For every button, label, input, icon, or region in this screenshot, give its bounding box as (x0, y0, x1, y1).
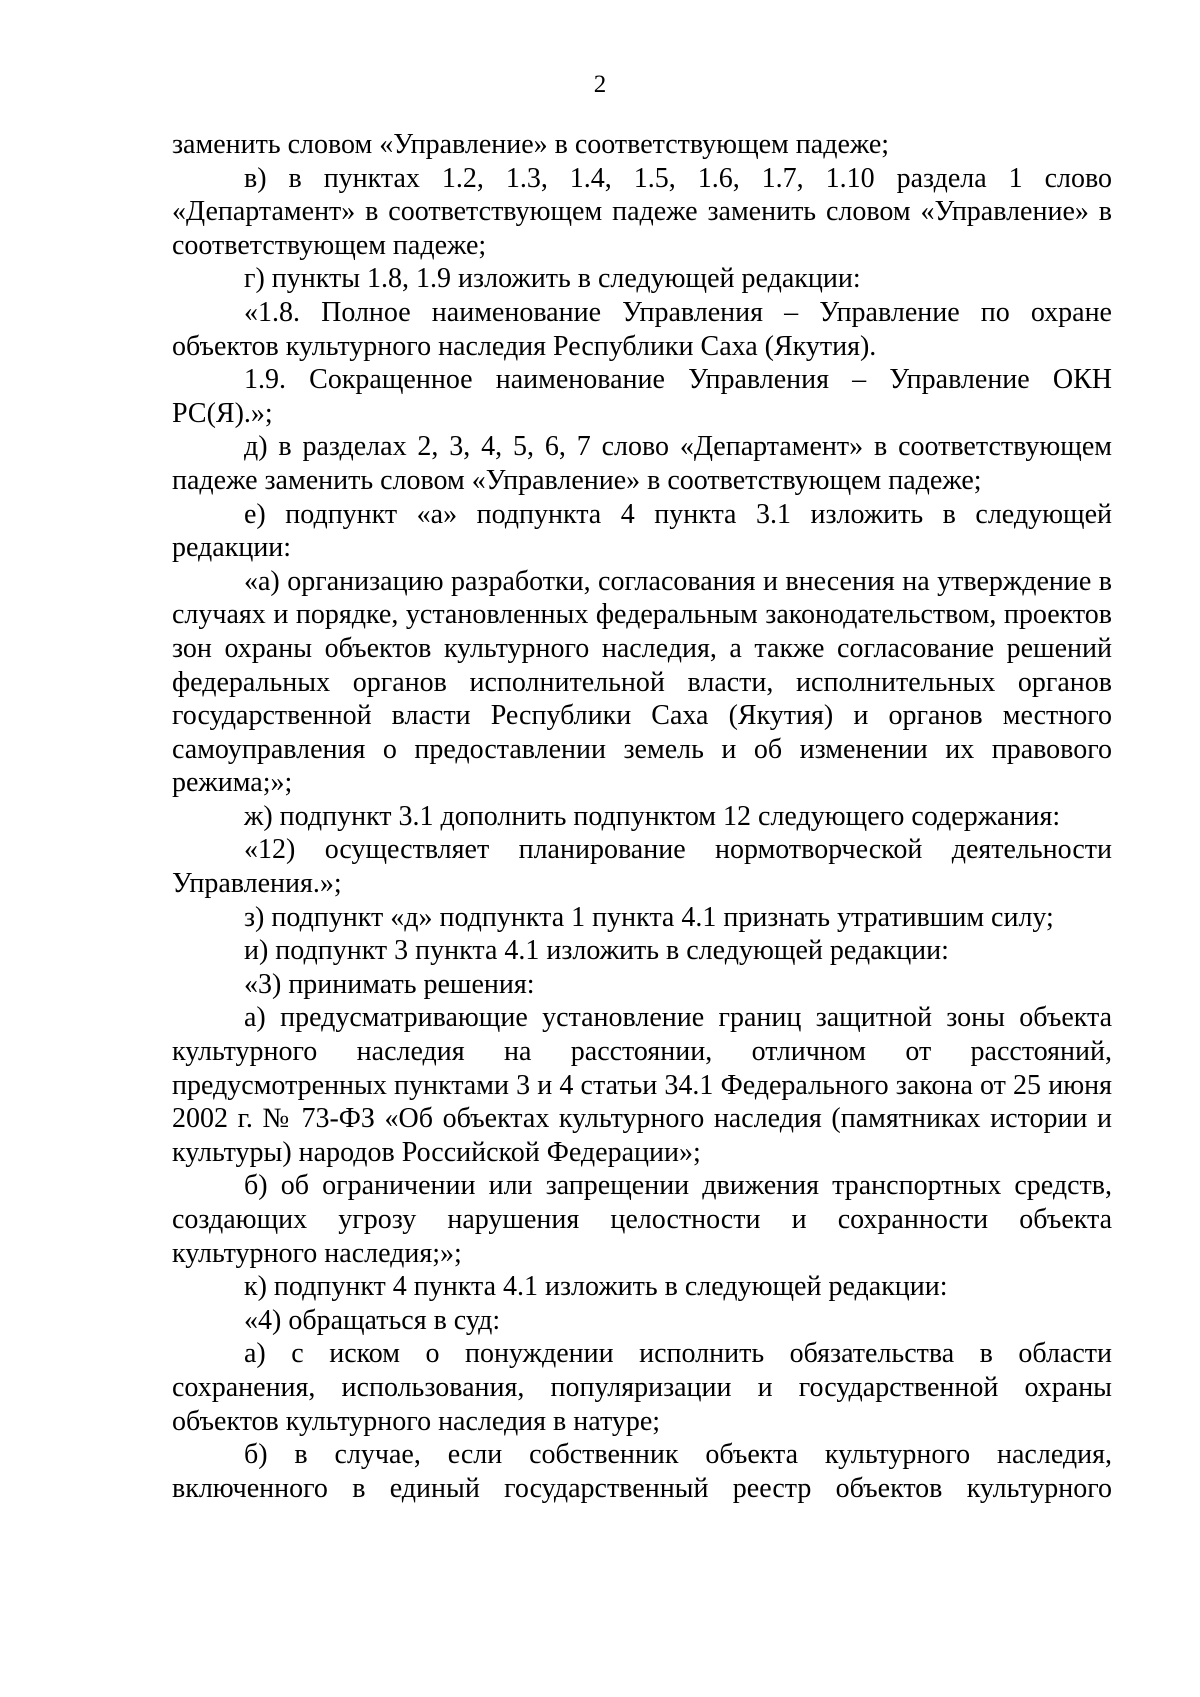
paragraph-decision-a: а) предусматривающие установление границ защитной зоны объекта культурного наследия на расстоянии, отличном от расстояний, предусмотренных пунктами 3 и 4 статьи 34.1 Федерального закона от 25 июня 2002 г. № 73-ФЗ «Об объектах культурного наследия (памятниках истории и культуры) народов Российской Федерации»; (172, 1002, 1112, 1168)
paragraph-subitem-4-court: «4) обращаться в суд: (244, 1304, 501, 1336)
paragraph-item-zh: ж) подпункт 3.1 дополнить подпунктом 12 следующего содержания: (244, 800, 1061, 832)
paragraph-item-g: г) пункты 1.8, 1.9 изложить в следующей редакции: (244, 263, 861, 295)
paragraph-clause-1-9: 1.9. Сокращенное наименование Управления – Управление ОКН РС(Я).»; (172, 364, 1112, 429)
paragraph-subitem-a-organization: «а) организацию разработки, согласования и внесения на утверждение в случаях и порядке, установленных федеральным законодательством, проектов зон охраны объектов культурного наследия, а также согласование решений федеральных органов исполнительной власти, исполнительных органов государственной власти Республики Саха (Якутия) и органов местного самоуправления о предоставлении земель и об изменении их правового режима;»; (172, 565, 1112, 799)
paragraph-decision-b: б) об ограничении или запрещении движения транспортных средств, создающих угрозу нарушения целостности и сохранности объекта культурного наследия;»; (172, 1170, 1112, 1269)
paragraph-item-e: е) подпункт «а» подпункта 4 пункта 3.1 изложить в следующей редакции: (172, 498, 1112, 564)
paragraph-item-d: д) в разделах 2, 3, 4, 5, 6, 7 слово «Департамент» в соответствующем падеже заменить словом «Управление» в соответствующем падеже; (172, 431, 1112, 496)
paragraph-item-v: в) в пунктах 1.2, 1.3, 1.4, 1.5, 1.6, 1.7, 1.10 раздела 1 слово «Департамент» в соответствующем падеже заменить словом «Управление» в соответствующем падеже; (172, 162, 1112, 261)
page-number: 2 (593, 71, 607, 98)
paragraph-clause-1-8: «1.8. Полное наименование Управления – Управление по охране объектов культурного наследия Республики Саха (Якутия). (172, 296, 1112, 362)
paragraph-continuation: заменить словом «Управление» в соответствующем падеже; (172, 129, 890, 160)
document-body (172, 128, 1112, 1505)
paragraph-item-i: и) подпункт 3 пункта 4.1 изложить в следующей редакции: (244, 935, 949, 967)
paragraph-subitem-12: «12) осуществляет планирование нормотворческой деятельности Управления.»; (172, 834, 1112, 900)
paragraph-court-b: б) в случае, если собственник объекта культурного наследия, включенного в единый государственный реестр объектов культурного (172, 1439, 1112, 1504)
paragraph-court-a: а) с иском о понуждении исполнить обязательства в области сохранения, использования, популяризации и государственной охраны объектов культурного наследия в натуре; (172, 1338, 1112, 1437)
paragraph-item-z: з) подпункт «д» подпункта 1 пункта 4.1 признать утратившим силу; (244, 901, 1054, 933)
paragraph-subitem-3-decisions: «3) принимать решения: (244, 968, 535, 1000)
paragraph-item-k: к) подпункт 4 пункта 4.1 изложить в следующей редакции: (244, 1271, 948, 1303)
